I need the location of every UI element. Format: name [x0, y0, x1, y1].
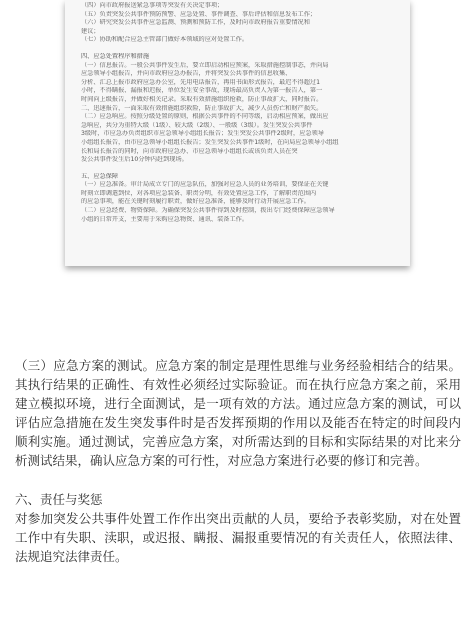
- document-line: 二、迅速报告，一面采取有效措施组织救险，防止事故扩大，减少人员伤亡和财产损失。: [81, 104, 323, 112]
- document-scan-text: [81, 2, 396, 224]
- section-heading: 六、责任与奖惩: [15, 492, 103, 507]
- line-gap: [81, 45, 396, 53]
- document-line: 急响应，共分为重特大级（1级）、较大级（2级）、一般级（3级）。发生突发公共事件: [81, 121, 313, 129]
- document-line: 建议；: [81, 27, 100, 35]
- line-gap: [81, 165, 396, 173]
- document-line: 长和局长报告的同时，向市政府应急办、市应急领导小组组长或该负责人员在突: [81, 147, 298, 155]
- document-line: （二）应急经费、物资保障。为确保突发公共事件得到及时控制，拨出专门经费保障应急领导: [81, 207, 335, 215]
- document-line: 应急领导小组报告，并向市政府应急办报告，并将突发公共事件的信息收集、: [81, 70, 292, 78]
- document-line: 小时，不得瞒报、漏报和迟报，单位发生安全事故，现场最高负责人为第一报告人，第一: [81, 87, 323, 95]
- document-line: （五）负责突发公共事件预防预警、应急处置、事件调查、事后评估和信息发布工作；: [81, 10, 317, 18]
- document-line: 发公共事件发生后10分钟内赶到现场。: [81, 156, 188, 164]
- document-line: （六）研究突发公共事件应急监测、预测和预防工作，及时向市政府报告重要情况和: [81, 19, 310, 27]
- document-line: （一）应急准备。审计局成立专门的应急队伍，加强对应急人员的业务培训，要保证在关键: [81, 181, 329, 189]
- document-line: 时刻立即调遣到位，对各项应急装备、职责分明，有效处置应急工作，了解职责范围内: [81, 189, 317, 197]
- paragraph-plan-testing: （三）应急方案的测试。应急方案的制定是理性思维与业务经验相结合的结果。其执行结果的正确性、有效性必须经过实际验证。而在执行应急方案之前，采用建立模拟环境，进行全面测试，是一项有效的方法。通过应急方案的测试，可以评估应急措施在发生突发事件时是否发挥预期的作用以及能否在特定的时间段内顺利实施。通过测试，完善应急方案，对所需达到的目标和实际结果的对比来分析测试结果，确认应急方案的可行性，对应急方案进行必要的修订和完善。: [15, 358, 461, 468]
- document-line: 四、应急处置程序和措施: [81, 52, 150, 60]
- document-line: 的应急事项，能在关键时刻履行职责，做好应急准备，能够及时行动开展应急工作。: [81, 198, 310, 206]
- document-line: （一）信息报告。一般公共事件发生后，要立即启动相应预案，采取措施控制事态，并向局: [81, 61, 329, 69]
- document-line: 小组的日常开支，主要用于采购应急物资、通讯、装备工作。: [81, 215, 249, 223]
- document-line: 五、应急保障: [81, 172, 119, 180]
- document-line: （七）协助和配合应急主管部门做好本领域的应对处置工作。: [81, 36, 249, 44]
- paragraph-reward-punishment: 对参加突发公共事件处置工作作出突出贡献的人员，要给予表彰奖励，对在处置工作中有失职、渎职，或迟报、瞒报、漏报重要情况的有关责任人，依照法律、法规追究法律责任。: [15, 511, 461, 564]
- document-line: 时间向上级报告，并做好相关记录。采取有效措施组织抢救，防止事故扩大，同时报告。: [81, 95, 323, 103]
- document-line: 小组组长报告，由市应急领导小组组长报告；发生突发公共事件1级时，在向局应急领导小组组: [81, 138, 339, 146]
- document-line: （四）向市政府报送紧急事项等突发有关决定事项；: [81, 2, 224, 9]
- document-line: 3级时，市应急办负责组织市应急领导小组组长报告；发生突发公共事件2级时，应急领导: [81, 130, 324, 138]
- document-scan-image: [65, 0, 410, 266]
- document-line: （二）应急响应。按照分级处置的原则，根据公共事件的不同等级，启动相应预案，做出应: [81, 113, 329, 121]
- document-line: 分析、汇总上报市政府应急办公室，先用电话报告，再用书面形式报告，最迟不得超过1: [81, 78, 321, 86]
